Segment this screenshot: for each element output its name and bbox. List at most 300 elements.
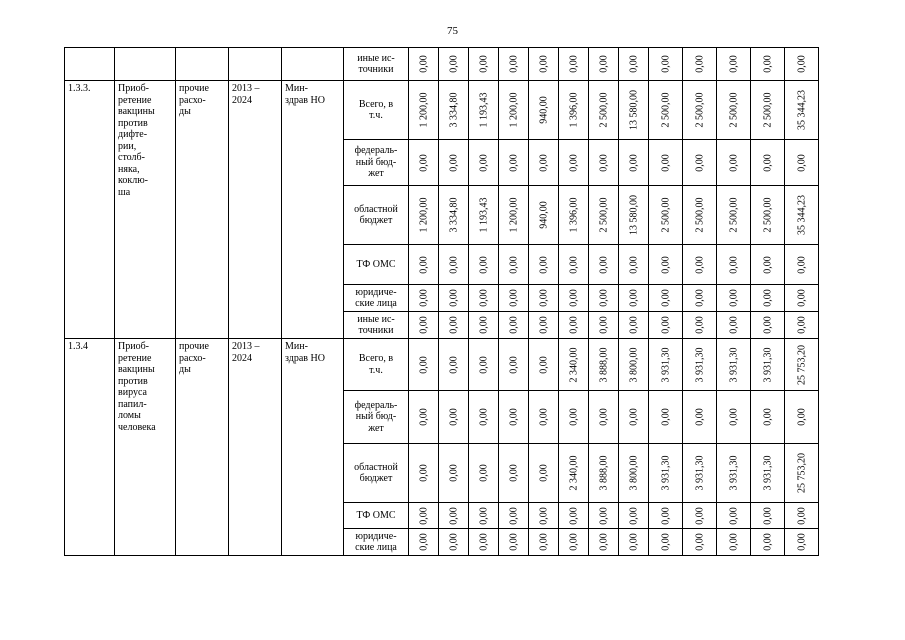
period: 2013 – 2024 [232,341,260,364]
value-cell [439,140,469,186]
value-text: 0,00 [507,408,519,426]
value-cell [559,529,589,556]
value-text: 3 931,30 [659,455,671,491]
value-text: 2 500,00 [693,92,705,128]
value-cell [589,529,619,556]
item-code-cell [65,339,115,556]
value-cell [499,503,529,529]
executor: Мин- здрав НО [285,83,325,106]
item-name-cell [115,339,176,556]
value-cell [469,391,499,444]
value-cell [683,444,717,503]
value-text: 0,00 [567,289,579,307]
value-text: 0,00 [477,533,489,551]
value-text: 0,00 [447,289,459,307]
value-cell [439,312,469,339]
value-cell [409,81,439,140]
value-cell [499,529,529,556]
value-text: 0,00 [693,289,705,307]
value-text: 13 580,00 [627,90,639,130]
value-cell [499,391,529,444]
value-cell [559,503,589,529]
value-text: 3 931,30 [727,455,739,491]
value-text: 0,00 [693,153,705,172]
value-cell [409,339,439,391]
value-text: 0,00 [477,316,489,334]
value-text: 1 396,00 [567,92,579,128]
value-text: 0,00 [659,153,671,172]
value-cell [717,48,751,81]
value-text: 0,00 [417,255,429,274]
value-cell [559,285,589,312]
value-text: 0,00 [693,506,705,525]
value-cell [529,391,559,444]
value-cell [751,140,785,186]
table-row [65,81,819,140]
value-text: 0,00 [761,533,773,551]
expense-type-cell [176,339,229,556]
value-cell [439,339,469,391]
value-cell [439,48,469,81]
funding-source: областной бюджет [344,186,409,245]
value-text: 0,00 [627,506,639,525]
value-cell [409,140,439,186]
expense-type: прочие расхо- ды [179,83,209,117]
value-text: 0,00 [477,153,489,172]
executor-cell [282,81,344,339]
value-cell [717,186,751,245]
value-text: 0,00 [447,408,459,426]
value-cell [717,312,751,339]
table-row [65,48,819,81]
value-text: 0,00 [627,255,639,274]
value-text: 0,00 [627,316,639,334]
value-text: 0,00 [537,153,549,172]
executor-cell [282,48,344,81]
expense-type: прочие расхо- ды [179,341,209,375]
value-cell [619,391,649,444]
value-cell [683,312,717,339]
value-text: 0,00 [537,408,549,426]
value-text: 0,00 [447,153,459,172]
value-cell [409,245,439,285]
value-cell [619,444,649,503]
value-text: 0,00 [507,255,519,274]
item-name: Приоб- ретение вакцины против дифте- рии, столб- няка, коклю- ша [118,83,155,198]
value-cell [469,529,499,556]
value-cell [559,391,589,444]
funding-source: юридиче- ские лица [344,285,409,312]
value-text: 0,00 [659,408,671,426]
value-text: 0,00 [597,153,609,172]
value-cell [409,503,439,529]
value-text: 0,00 [567,533,579,551]
value-text: 0,00 [627,153,639,172]
value-text: 0,00 [507,355,519,374]
value-cell [469,81,499,140]
value-cell [409,444,439,503]
funding-source: Всего, в т.ч. [344,339,409,391]
value-cell [683,81,717,140]
item-name: Приоб- ретение вакцины против вируса папил- ломы человека [118,341,156,433]
value-text: 2 500,00 [693,197,705,233]
value-text: 0,00 [477,289,489,307]
value-cell [717,285,751,312]
value-text: 3 931,30 [727,347,739,382]
value-cell [469,285,499,312]
value-text: 940,00 [537,96,549,124]
value-text: 0,00 [477,464,489,482]
value-cell [785,48,819,81]
value-cell [619,312,649,339]
value-text: 0,00 [417,55,429,73]
value-text: 0,00 [761,289,773,307]
value-text: 1 396,00 [567,197,579,233]
value-cell [751,391,785,444]
value-cell [529,245,559,285]
value-text: 1 193,43 [477,92,489,128]
value-text: 0,00 [477,408,489,426]
value-text: 0,00 [417,533,429,551]
value-cell [751,81,785,140]
value-text: 0,00 [795,55,807,73]
value-text: 0,00 [659,55,671,73]
value-text: 0,00 [761,408,773,426]
value-cell [559,444,589,503]
value-cell [439,444,469,503]
value-cell [469,312,499,339]
value-text: 0,00 [507,464,519,482]
value-text: 2 500,00 [659,92,671,128]
period-cell [229,48,282,81]
value-text: 3 800,00 [627,347,639,382]
value-cell [529,81,559,140]
value-cell [649,312,683,339]
value-text: 0,00 [417,289,429,307]
value-cell [469,140,499,186]
value-text: 0,00 [795,255,807,274]
value-cell [785,245,819,285]
value-text: 13 580,00 [627,195,639,235]
value-text: 0,00 [627,55,639,73]
value-text: 3 931,30 [659,347,671,382]
value-text: 0,00 [567,55,579,73]
value-cell [589,285,619,312]
value-text: 0,00 [447,55,459,73]
value-text: 0,00 [727,533,739,551]
value-cell [409,529,439,556]
value-text: 0,00 [507,289,519,307]
value-cell [589,48,619,81]
value-text: 940,00 [537,201,549,229]
value-cell [499,444,529,503]
value-cell [717,140,751,186]
value-text: 0,00 [795,316,807,334]
value-text: 0,00 [597,533,609,551]
funding-source: федераль- ный бюд- жет [344,391,409,444]
item-name-cell [115,81,176,339]
value-cell [785,285,819,312]
value-cell [499,285,529,312]
value-text: 0,00 [761,255,773,274]
value-text: 0,00 [477,355,489,374]
value-cell [439,186,469,245]
item-code-cell [65,81,115,339]
value-cell [559,339,589,391]
value-cell [529,529,559,556]
value-text: 0,00 [761,316,773,334]
value-text: 0,00 [627,408,639,426]
funding-source: областной бюджет [344,444,409,503]
value-cell [785,81,819,140]
value-cell [439,81,469,140]
value-cell [649,285,683,312]
value-text: 2 500,00 [761,92,773,128]
value-cell [529,140,559,186]
value-cell [751,245,785,285]
period: 2013 – 2024 [232,83,260,106]
value-cell [649,444,683,503]
value-cell [439,391,469,444]
value-cell [785,503,819,529]
value-text: 0,00 [447,506,459,525]
value-text: 0,00 [507,153,519,172]
funding-source: федераль- ный бюд- жет [344,140,409,186]
value-cell [439,285,469,312]
value-text: 0,00 [567,316,579,334]
value-cell [717,444,751,503]
value-text: 0,00 [659,533,671,551]
value-cell [499,81,529,140]
value-text: 0,00 [659,316,671,334]
value-cell [529,444,559,503]
value-cell [751,186,785,245]
value-cell [589,339,619,391]
value-cell [683,391,717,444]
value-cell [619,245,649,285]
funding-source: иные ис- точники [344,312,409,339]
value-cell [717,339,751,391]
value-cell [649,140,683,186]
value-text: 0,00 [659,289,671,307]
value-cell [649,503,683,529]
value-text: 25 753,20 [795,453,807,493]
value-text: 0,00 [693,408,705,426]
value-text: 3 334,80 [447,197,459,233]
value-text: 3 888,00 [597,455,609,491]
value-cell [619,186,649,245]
value-cell [529,48,559,81]
executor: Мин- здрав НО [285,341,325,364]
value-text: 0,00 [477,255,489,274]
value-cell [589,503,619,529]
value-text: 0,00 [761,506,773,525]
value-cell [649,529,683,556]
funding-source: юридиче- ские лица [344,529,409,556]
value-text: 0,00 [417,506,429,525]
expense-type-cell [176,81,229,339]
value-text: 2 500,00 [727,197,739,233]
value-cell [785,391,819,444]
funding-source: иные ис- точники [344,48,409,81]
item-name-cell [115,48,176,81]
value-cell [499,186,529,245]
value-cell [619,503,649,529]
value-cell [559,245,589,285]
value-cell [559,81,589,140]
value-text: 0,00 [537,289,549,307]
value-cell [409,48,439,81]
value-cell [559,312,589,339]
value-text: 0,00 [507,316,519,334]
value-text: 0,00 [693,255,705,274]
item-code: 1.3.4 [68,341,88,352]
value-text: 0,00 [727,506,739,525]
value-cell [559,48,589,81]
value-text: 0,00 [537,255,549,274]
value-cell [559,186,589,245]
value-text: 2 500,00 [597,197,609,233]
value-cell [409,285,439,312]
value-text: 0,00 [447,316,459,334]
value-cell [717,245,751,285]
value-text: 0,00 [507,55,519,73]
value-cell [785,529,819,556]
value-text: 0,00 [537,506,549,525]
value-cell [683,140,717,186]
value-cell [649,339,683,391]
value-cell [589,245,619,285]
funding-source: ТФ ОМС [344,503,409,529]
item-code: 1.3.3. [68,83,91,94]
value-cell [439,245,469,285]
value-text: 3 334,80 [447,92,459,128]
value-text: 0,00 [693,55,705,73]
value-cell [785,444,819,503]
value-text: 35 344,23 [795,90,807,130]
value-cell [785,339,819,391]
value-text: 0,00 [795,533,807,551]
value-cell [717,529,751,556]
value-text: 2 500,00 [659,197,671,233]
value-text: 0,00 [507,506,519,525]
value-text: 0,00 [447,464,459,482]
value-cell [619,48,649,81]
value-cell [409,312,439,339]
value-cell [683,186,717,245]
value-cell [619,140,649,186]
value-cell [469,186,499,245]
value-text: 0,00 [659,506,671,525]
value-text: 0,00 [659,255,671,274]
value-cell [469,48,499,81]
value-cell [619,339,649,391]
value-text: 0,00 [727,408,739,426]
value-text: 0,00 [567,408,579,426]
value-cell [649,391,683,444]
value-text: 2 340,00 [567,347,579,382]
value-text: 0,00 [627,533,639,551]
value-text: 0,00 [537,355,549,374]
value-text: 0,00 [417,464,429,482]
value-text: 25 753,20 [795,344,807,385]
value-cell [589,140,619,186]
value-text: 0,00 [795,153,807,172]
value-cell [529,312,559,339]
value-text: 0,00 [567,255,579,274]
executor-cell [282,339,344,556]
value-cell [649,245,683,285]
value-text: 1 200,00 [417,197,429,233]
value-text: 0,00 [417,316,429,334]
value-text: 0,00 [597,255,609,274]
value-cell [469,503,499,529]
value-text: 3 931,30 [761,347,773,382]
value-text: 0,00 [447,355,459,374]
budget-table [64,47,819,556]
value-text: 3 800,00 [627,455,639,491]
value-text: 0,00 [727,153,739,172]
value-cell [469,444,499,503]
value-cell [589,81,619,140]
value-cell [529,503,559,529]
value-cell [649,48,683,81]
value-cell [439,503,469,529]
value-text: 0,00 [417,408,429,426]
value-cell [649,81,683,140]
value-cell [439,529,469,556]
value-text: 0,00 [477,55,489,73]
value-cell [751,444,785,503]
value-cell [469,339,499,391]
value-cell [785,186,819,245]
value-cell [499,339,529,391]
value-cell [499,245,529,285]
value-text: 0,00 [795,289,807,307]
value-cell [751,312,785,339]
value-text: 0,00 [477,506,489,525]
value-text: 0,00 [627,289,639,307]
value-text: 0,00 [693,533,705,551]
value-cell [469,245,499,285]
value-cell [751,503,785,529]
value-text: 0,00 [795,408,807,426]
value-cell [683,339,717,391]
value-cell [589,312,619,339]
value-text: 3 931,30 [693,347,705,382]
value-cell [785,140,819,186]
value-text: 0,00 [537,464,549,482]
value-text: 0,00 [761,55,773,73]
value-text: 1 193,43 [477,197,489,233]
value-cell [529,186,559,245]
funding-source: Всего, в т.ч. [344,81,409,140]
value-text: 0,00 [417,355,429,374]
value-cell [619,285,649,312]
value-text: 0,00 [761,153,773,172]
value-text: 0,00 [727,55,739,73]
value-text: 2 500,00 [761,197,773,233]
value-cell [589,186,619,245]
value-text: 0,00 [727,316,739,334]
value-text: 3 888,00 [597,347,609,382]
value-text: 0,00 [537,316,549,334]
value-text: 0,00 [597,408,609,426]
value-text: 1 200,00 [507,92,519,128]
value-cell [717,81,751,140]
value-cell [717,391,751,444]
value-text: 3 931,30 [693,455,705,491]
